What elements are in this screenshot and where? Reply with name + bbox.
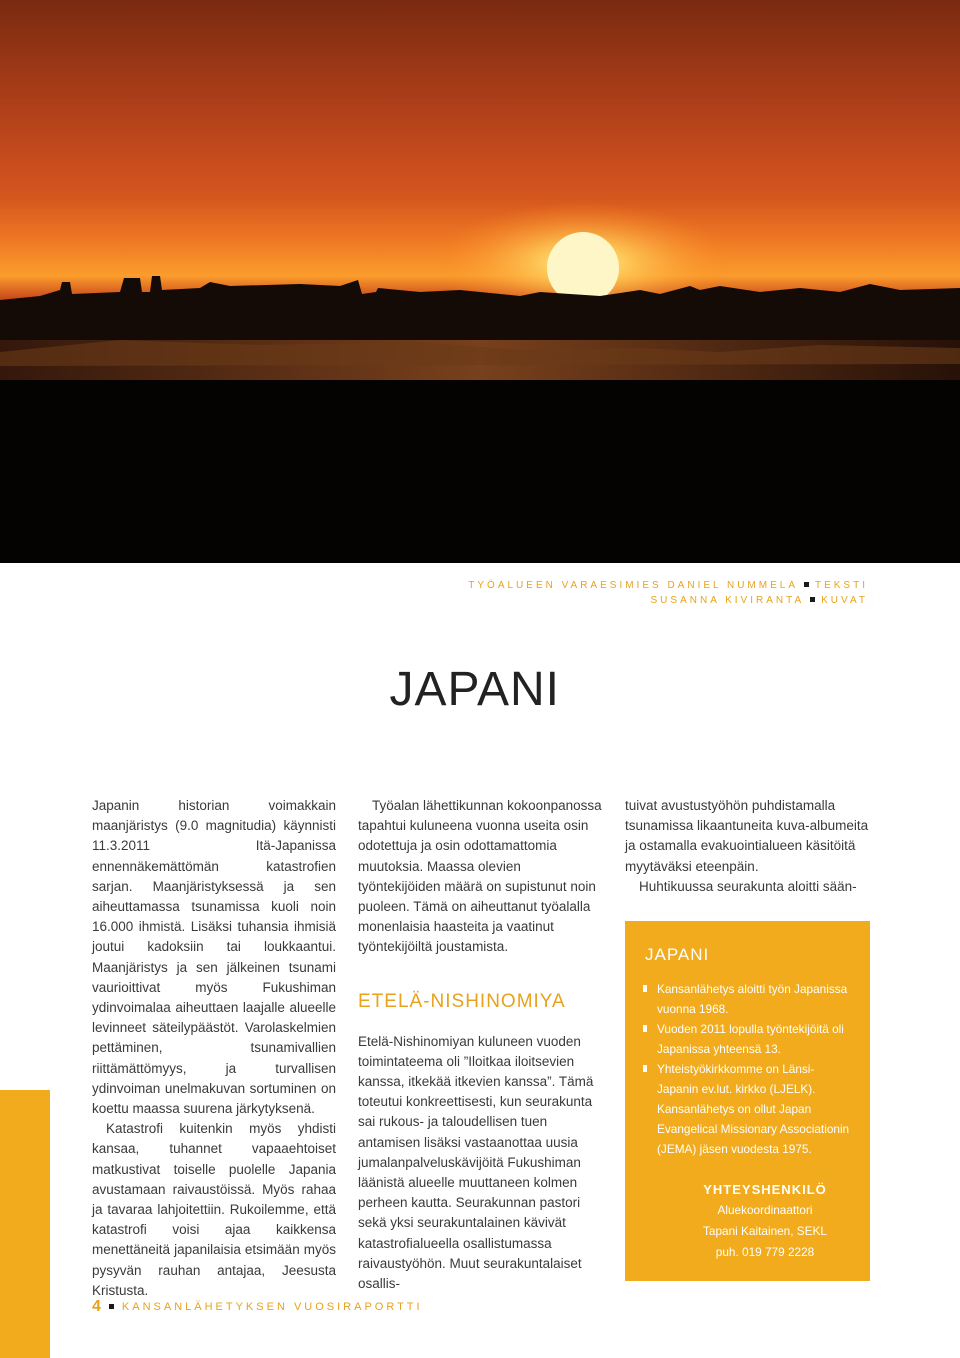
column-2-paragraph-1: Työalan lähettikunnan kokoonpanossa tapahtui kuluneena vuonna useita osin odotettuja ja osin odottamattomia muutoksia. Maassa olevien työntekijöiden määrä on supistunut noin puoleen. Tämä on aiheuttanut työalalla monenlaisia haasteita ja vaatinut työntekijöiltä joustamista. <box>358 798 602 955</box>
byline-line-1 <box>468 578 868 593</box>
sunset-photo <box>0 0 960 563</box>
separator-square <box>109 1304 114 1309</box>
byline-photographer: SUSANNA KIVIRANTA <box>650 595 805 606</box>
info-box <box>625 921 870 1281</box>
separator-square <box>810 597 815 602</box>
info-box-list <box>643 979 855 1159</box>
contact-phone: puh. 019 779 2228 <box>715 1245 815 1259</box>
column-1 <box>92 796 336 1301</box>
contact-name: Tapani Kaitainen, SEKL <box>703 1224 827 1238</box>
column-3 <box>625 796 871 897</box>
column-1-paragraph-2: Katastrofi kuitenkin myös yhdisti kansaa, tuhannet vapaaehtoiset matkustivat toiselle puolelle Japania avustamaan raivaustöissä. Myös rahaa ja tavaraa lahjoitettiin. Rukoilemme, että katastrofi voisi ajaa kaikkensa menettäneitä japanilaisia etsimään myös pysyvän rauhan antajaa, Jeesusta Kristusta. <box>92 1121 336 1298</box>
byline-photographer-tag: KUVAT <box>821 595 868 606</box>
publication-name: KANSANLÄHETYKSEN VUOSIRAPORTTI <box>121 1301 423 1313</box>
section-subheading: ETELÄ-NISHINOMIYA <box>358 990 566 1012</box>
article-title: JAPANI <box>389 663 560 716</box>
byline-line-2 <box>468 593 868 608</box>
column-2 <box>358 796 604 1294</box>
info-box-item: Kansanlähetys aloitti työn Japanissa vuonna 1968. <box>643 979 855 1019</box>
info-box-item: Vuoden 2011 lopulla työntekijöitä oli Japanissa yhteensä 13. <box>643 1019 855 1059</box>
side-accent-stripe <box>0 1090 50 1358</box>
byline-author-tag: TEKSTI <box>814 580 868 591</box>
page-number: 4 <box>92 1298 101 1315</box>
column-3-paragraph-1: tuivat avustustyöhön puhdistamalla tsunamissa likaantuneita kuva-albumeita ja ostamalla evakuointialueen käsitöitä myytäväksi eteenpäin. <box>625 798 869 874</box>
contact-block <box>685 1179 845 1263</box>
column-3-paragraph-2: Huhtikuussa seurakunta aloitti sään- <box>639 878 857 894</box>
column-1-paragraph-1: Japanin historian voimakkain maanjäristys (9.0 magnitudia) käynnisti 11.3.2011 Itä-Japanissa ennennäkemättömän katastrofien sarjan. Maanjäristyksessä ja sen aiheuttamassa tsunamissa kuoli noin 16.000 ihmistä. Lisäksi tuhansia ihmisiä joutui kadoksiin tai loukkaantui. Maanjäristys ja sen jälkeinen tsunami vaurioittivat myös Fukushiman ydinvoimalaa aiheuttaen laajalle alueelle levinneet säteilypäästöt. Varolaskelmien pettäminen, tsunamivallien riittämättömyys, ja turvallisen ydinvoiman unelmakuvan sortuminen on koettu maassa suurena järkytyksenä. <box>92 798 336 1117</box>
contact-heading: YHTEYSHENKILÖ <box>703 1182 827 1197</box>
byline-author: TYÖALUEEN VARAESIMIES DANIEL NUMMELA <box>468 580 798 591</box>
separator-square <box>804 582 809 587</box>
page-footer <box>92 1297 423 1317</box>
info-box-title: JAPANI <box>645 945 710 964</box>
column-2-paragraph-2: Etelä-Nishinomiyan kuluneen vuoden toimintateema oli ”Iloitkaa iloitsevien kanssa, itkekää itkevien kanssa”. Tämä toteutui konkreettisesti, kun seurakunta sai rukous- ja taloudellisen tuen antamisen lisäksi vastaanottaa uusia jumalanpalveluskävijöitä Fukushiman läänistä alueelle muuttaneen kolmen perheen kautta. Seurakunnan pastori sekä yksi seurakuntalainen kävivät katastrofialueella osallistumassa raivaustyöhön. Muut seurakuntalaiset osallis- <box>358 1033 594 1292</box>
byline <box>468 578 868 608</box>
info-box-item: Yhteistyökirkkomme on Länsi-Japanin ev.lut. kirkko (LJELK). Kansanlähetys on ollut Japan Evangelical Missionary Associationin (JEMA) jäsen vuodesta 1975. <box>643 1059 855 1159</box>
contact-role: Aluekoordinaattori <box>717 1203 813 1217</box>
